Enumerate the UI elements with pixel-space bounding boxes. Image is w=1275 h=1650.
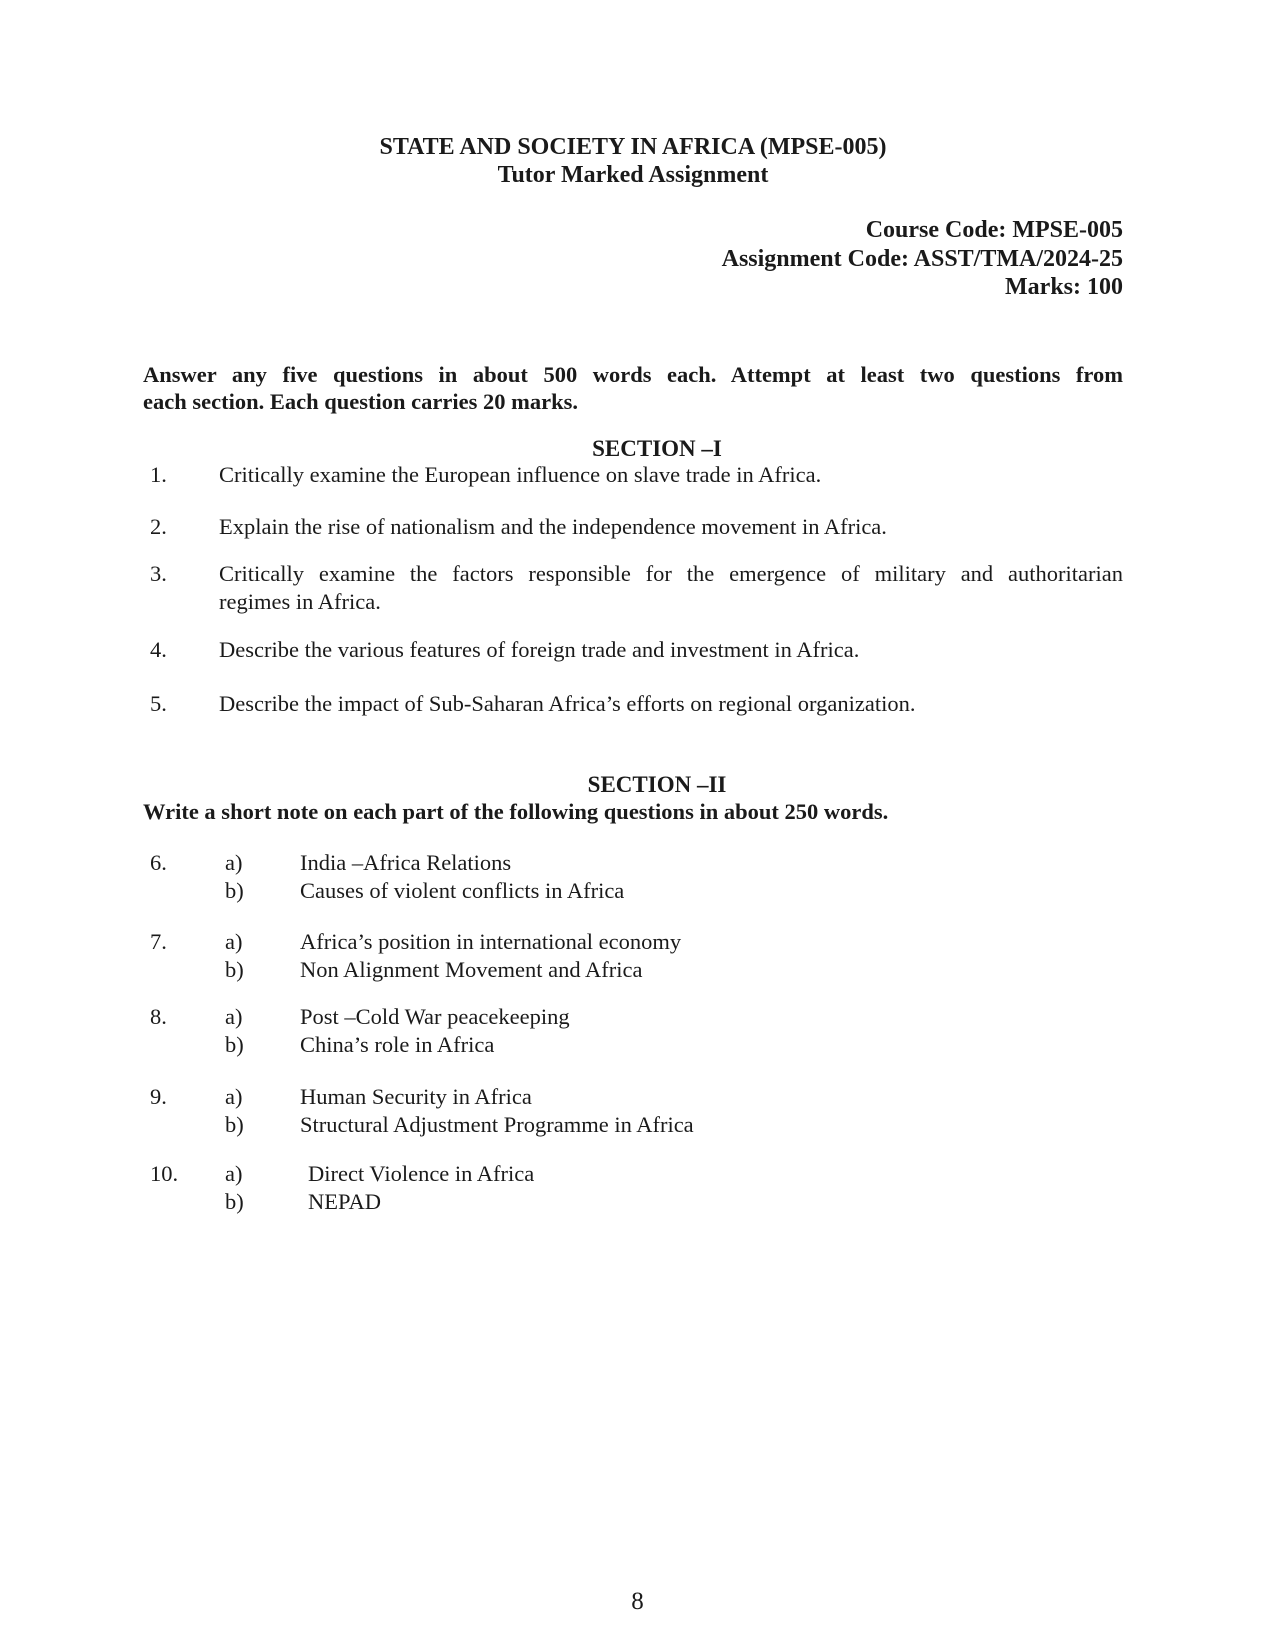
subquestion-text-a: Africa’s position in international economy (300, 929, 682, 954)
question-number: 8. (150, 1004, 167, 1029)
question-parts (225, 928, 1123, 983)
subquestion-label-b: b) (225, 956, 244, 982)
question-text: Describe the impact of Sub-Saharan Africa’s efforts on regional organization. (219, 691, 916, 716)
subquestion-a (225, 1083, 1123, 1111)
question-number: 2. (150, 514, 167, 539)
section-1-heading: SECTION –I (592, 436, 722, 461)
subquestion-label-b: b) (225, 877, 244, 903)
section-2-heading: SECTION –II (587, 772, 727, 797)
subquestion-label-a: a) (225, 1084, 243, 1109)
question-parts (225, 1003, 1123, 1058)
question-text-line-2: regimes in Africa. (219, 588, 381, 614)
course-code: Course Code: MPSE-005 (865, 217, 1123, 243)
general-instructions (143, 361, 1123, 415)
general-instructions-line-2: each section. Each question carries 20 marks. (143, 389, 578, 414)
subquestion-text-b: Causes of violent conflicts in Africa (300, 877, 625, 903)
question-row-7 (143, 928, 1123, 983)
question-text: Explain the rise of nationalism and the independence movement in Africa. (219, 514, 887, 539)
question-row-4 (143, 636, 1123, 664)
question-row-1 (143, 461, 1123, 489)
subquestion-text-b: China’s role in Africa (300, 1031, 495, 1057)
subquestion-label-a: a) (225, 850, 243, 875)
subquestion-b (225, 1031, 1123, 1059)
general-instructions-line-1: Answer any five questions in about 500 words each. Attempt at least two questions from (143, 362, 1123, 387)
question-number: 9. (150, 1084, 167, 1109)
subquestion-text-b: Structural Adjustment Programme in Africa (300, 1111, 694, 1137)
question-row-8 (143, 1003, 1123, 1058)
subquestion-a (225, 1003, 1123, 1031)
subquestion-label-a: a) (225, 929, 243, 954)
document-subtitle: Tutor Marked Assignment (497, 162, 769, 188)
subquestion-b (225, 877, 1123, 905)
subquestion-a (225, 849, 1123, 877)
marks-total: Marks: 100 (1005, 274, 1123, 300)
question-row-9 (143, 1083, 1123, 1138)
question-parts (225, 1083, 1123, 1138)
question-number: 1. (150, 462, 167, 487)
question-parts (225, 1160, 1123, 1215)
question-text: Describe the various features of foreign trade and investment in Africa. (219, 637, 860, 662)
question-parts (225, 849, 1123, 904)
subquestion-label-b: b) (225, 1188, 244, 1214)
question-row-3 (143, 560, 1123, 615)
document-title: STATE AND SOCIETY IN AFRICA (MPSE-005) (379, 134, 887, 160)
question-number: 7. (150, 929, 167, 954)
subquestion-text-a: Direct Violence in Africa (308, 1161, 535, 1186)
subquestion-b (225, 956, 1123, 984)
question-number: 6. (150, 850, 167, 875)
question-number: 3. (150, 561, 167, 586)
section-2-instructions: Write a short note on each part of the following questions in about 250 words. (143, 799, 889, 824)
subquestion-label-a: a) (225, 1004, 243, 1029)
subquestion-text-a: Post –Cold War peacekeeping (300, 1004, 570, 1029)
question-row-5 (143, 690, 1123, 718)
question-number: 4. (150, 637, 167, 662)
assignment-code: Assignment Code: ASST/TMA/2024-25 (721, 245, 1123, 272)
subquestion-text-a: Human Security in Africa (300, 1084, 532, 1109)
subquestion-text-a: India –Africa Relations (300, 850, 512, 875)
subquestion-a (225, 928, 1123, 956)
subquestion-text-b: NEPAD (308, 1188, 381, 1214)
subquestion-label-b: b) (225, 1111, 244, 1137)
subquestion-text-b: Non Alignment Movement and Africa (300, 956, 643, 982)
document-title-block (143, 133, 1123, 189)
subquestion-b (225, 1111, 1123, 1139)
question-number: 10. (150, 1161, 179, 1186)
course-info-block (143, 216, 1123, 302)
subquestion-a (225, 1160, 1123, 1188)
question-text: Critically examine the European influence on slave trade in Africa. (219, 462, 822, 487)
question-row-10 (143, 1160, 1123, 1215)
page-number: 8 (631, 1588, 644, 1615)
question-text-line-1: Critically examine the factors responsible for the emergence of military and authoritarian (219, 561, 1123, 586)
question-row-2 (143, 513, 1123, 541)
question-text (219, 560, 1123, 615)
subquestion-b (225, 1188, 1123, 1216)
question-row-6 (143, 849, 1123, 904)
subquestion-label-a: a) (225, 1161, 243, 1186)
question-number: 5. (150, 691, 167, 716)
subquestion-label-b: b) (225, 1031, 244, 1057)
